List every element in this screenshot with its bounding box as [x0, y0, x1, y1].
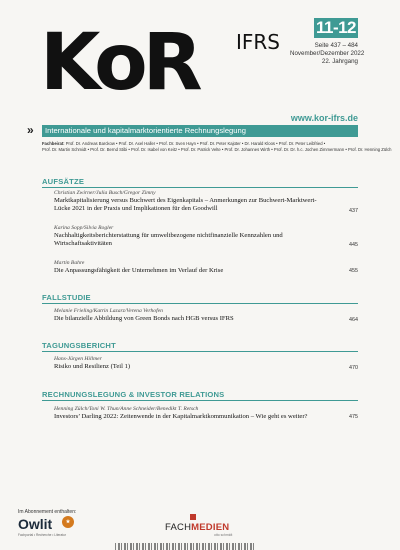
issue-pages: Seite 437 – 484	[314, 42, 358, 49]
article-authors: Henning Zülch/Toni W. Thun/Anne Schneider/Benedikt T. Retsch	[54, 406, 199, 412]
issue-meta	[290, 42, 365, 66]
article-title: Marktkapitalisierung versus Buchwert des Eigenkapitals – Anmerkungen zur Buchwert-Marktwert-Lücke 2021 in der Praxis und Implikationen für den Goodwill	[54, 197, 317, 212]
publisher-logo	[165, 522, 229, 533]
article-item[interactable]	[54, 190, 358, 213]
section-fallstudie: FALLSTUDIE	[42, 293, 358, 304]
article-item[interactable]	[54, 308, 358, 323]
website-link[interactable]: www.kor-ifrs.de	[290, 113, 358, 123]
tagline-bar: Internationale und kapitalmarktorientierte Rechnungslegung	[42, 125, 358, 137]
owlit-seal-icon: ★	[62, 516, 74, 528]
issue-date: November/Dezember 2022	[290, 50, 365, 57]
article-authors: Melanie Frieling/Katrin Lazarz/Verena Verhofen	[54, 308, 163, 314]
double-chevron-icon: »	[27, 123, 34, 137]
publisher-mark-icon	[190, 514, 196, 520]
publisher-subtitle: otto schmidt	[214, 533, 233, 537]
advisory-board-members-2: Prof. Dr. Martin Schmidt • Prof. Dr. Bernd Stibi • Prof. Dr. Isabel von Keitz • Prof. Dr. Patrick Velte • Prof. Dr. Johannes Wirth • Prof. Dr. Dr. h.c. Jochen Zimmermann • Prof. Dr. Henning Zülch	[42, 147, 392, 152]
section-investor-relations: RECHNUNGSLEGUNG & INVESTOR RELATIONS	[42, 390, 358, 401]
article-title: Investors’ Darling 2022: Zeitenwende in der Kapitalmarktkommunikation – Wie geht es weiter?	[54, 413, 308, 420]
article-title: Risiko und Resilienz (Teil 1)	[54, 363, 131, 370]
article-page: 445	[349, 242, 358, 248]
section-aufsaetze: AUFSÄTZE	[42, 177, 358, 188]
article-item[interactable]	[54, 225, 358, 248]
article-title: Die Anpassungsfähigkeit der Unternehmen im Verlauf der Krise	[54, 267, 224, 274]
owlit-subtitle: Fachportal • Recherche • Literatur	[18, 533, 66, 537]
article-title: Die bilanzielle Abbildung von Green Bonds nach HGB versus IFRS	[54, 315, 234, 322]
publisher-logo-part2: MEDIEN	[191, 522, 230, 533]
magazine-logo-suffix: IFRS	[236, 30, 280, 54]
issue-badge: 11-12	[315, 18, 357, 37]
section-tagungsbericht: TAGUNGSBERICHT	[42, 341, 358, 352]
publisher-logo-part1: FACH	[165, 522, 192, 533]
barcode	[115, 543, 255, 550]
article-authors: Hans-Jürgen Hillmer	[54, 356, 102, 362]
article-title: Nachhaltigkeitsberichterstattung für umweltbezogene nichtfinanzielle Kennzahlen und Wirtschaftsaktivitäten	[54, 232, 283, 247]
article-authors: Martin Bahre	[54, 260, 85, 266]
article-page: 464	[349, 317, 358, 323]
article-authors: Karina Sopp/Silvia Rogler	[54, 225, 114, 231]
advisory-board-members-1: Prof. Dr. Andreas Barckow • Prof. Dr. Axel Haller • Prof. Dr. Sven Hayn • Prof. Dr. Peter Kajüter • Dr. Harald Kloos • Prof. Dr. Peter Leibfried •	[65, 141, 326, 146]
advisory-board-label: Fachbeirat:	[42, 141, 65, 146]
article-page: 470	[349, 365, 358, 371]
article-authors: Christian Zwirner/Julia Busch/Gregor Zimny	[54, 190, 156, 196]
article-item[interactable]	[54, 406, 358, 421]
article-page: 437	[349, 208, 358, 214]
advisory-board	[42, 141, 392, 153]
owlit-logo: Owlit	[18, 516, 53, 532]
magazine-logo: KoR	[40, 18, 198, 108]
article-page: 475	[349, 414, 358, 420]
article-page: 455	[349, 268, 358, 274]
subscription-label: Im Abonnement enthalten:	[18, 509, 77, 515]
issue-volume: 22. Jahrgang	[321, 58, 358, 65]
article-item[interactable]	[54, 356, 358, 371]
article-item[interactable]	[54, 260, 358, 275]
